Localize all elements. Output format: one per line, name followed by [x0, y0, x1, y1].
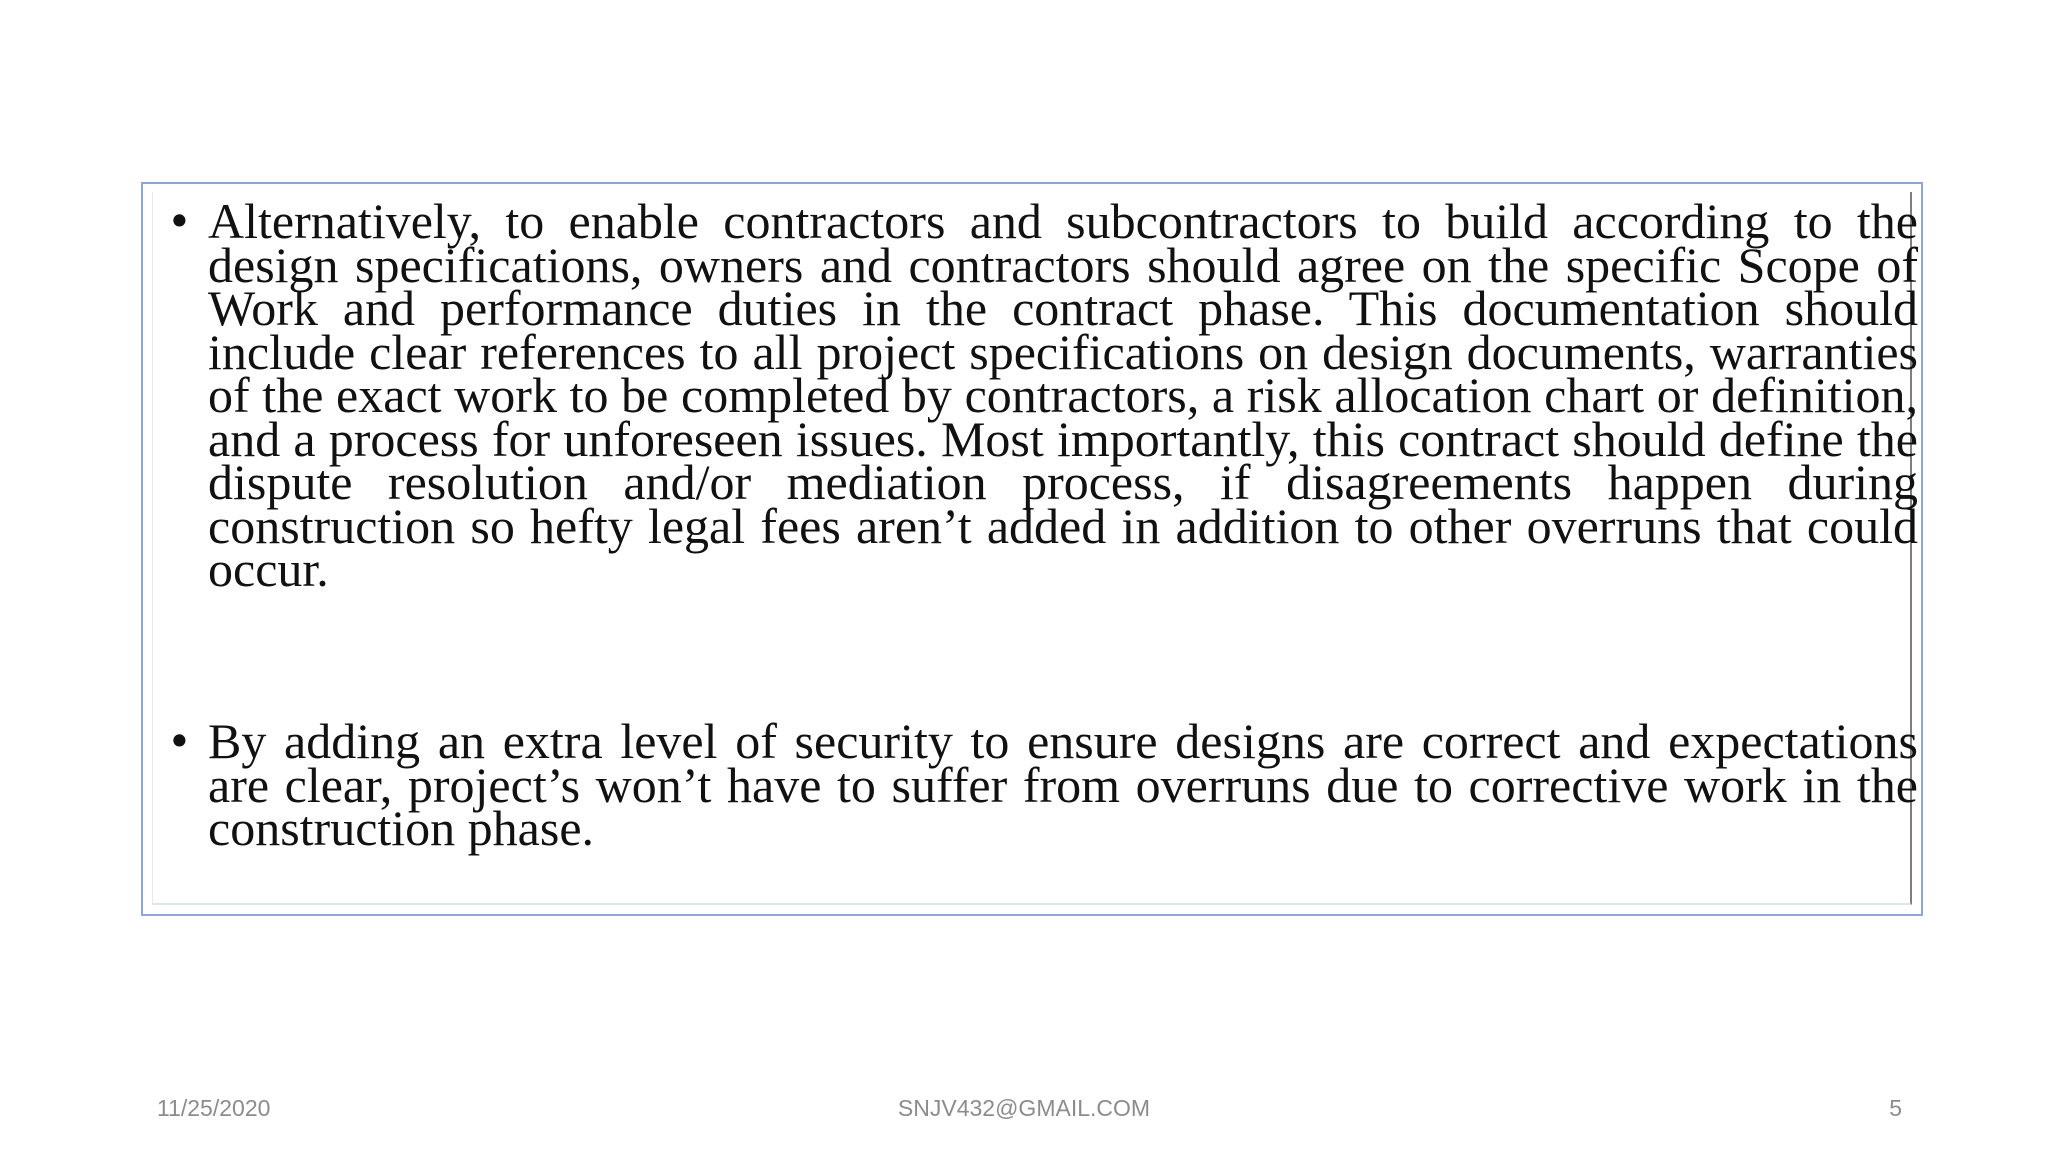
bullet-paragraph-contract-scope: Alternatively, to enable contractors and subcontractors to build according to the design specifications, owners and contractors should agree on the specific Scope of Work and performance duties in the contract phase. This documentation should include clear references to all project specifications on design documents, warranties of the exact work to be completed by contractors, a risk allocation chart or definition, and a process for unforeseen issues. Most importantly, this contract should define the dispute resolution and/or mediation process, if disagreements happen during construction so hefty legal fees aren’t added in addition to other overruns that could occur. — [208, 193, 1918, 597]
bullet-paragraph-security: By adding an extra level of security to ensure designs are correct and expectations are clear, project’s won’t have to suffer from overruns due to corrective work in the construction phase. — [208, 713, 1918, 856]
footer-page-number: 5 — [1889, 1095, 1902, 1121]
content-text-box[interactable] — [141, 182, 1923, 916]
footer-email: SNJV432@GMAIL.COM — [897, 1095, 1151, 1121]
content-inner-frame — [152, 192, 1918, 905]
bullet-marker: • — [167, 197, 192, 246]
bullet-marker: • — [167, 717, 192, 766]
footer-date: 11/25/2020 — [157, 1095, 271, 1121]
